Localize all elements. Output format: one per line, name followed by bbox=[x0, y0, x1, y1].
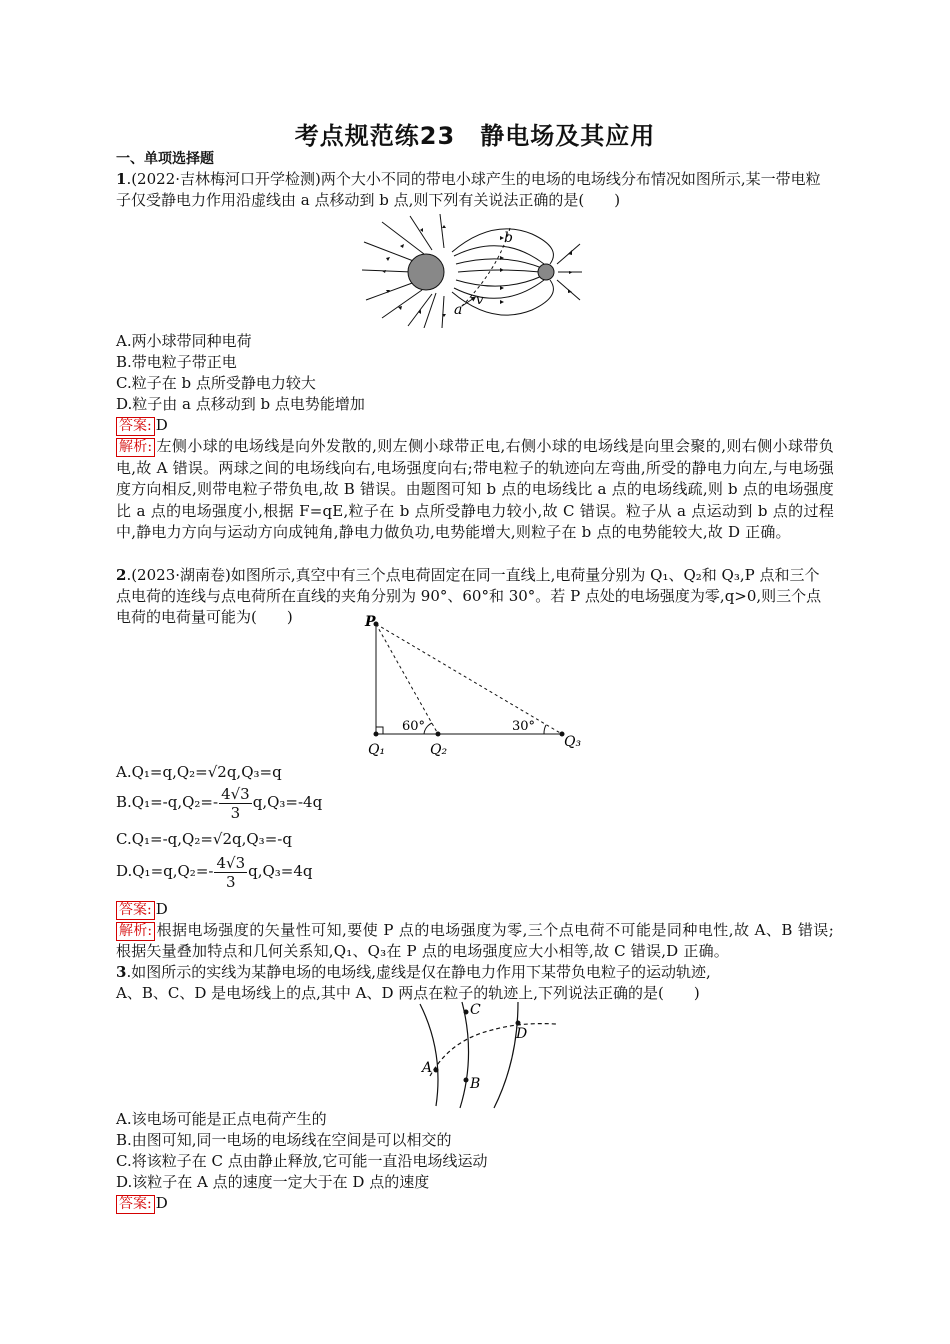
answer-tag: 答案: bbox=[116, 1195, 155, 1214]
field-line bbox=[440, 214, 444, 248]
label-a: A bbox=[422, 1060, 433, 1076]
q2-option-b-pre: B.Q₁=-q,Q₂=- bbox=[116, 793, 219, 811]
field-line bbox=[456, 259, 542, 268]
label-angle30: 30° bbox=[512, 719, 536, 734]
answer-tag: 答案: bbox=[116, 901, 155, 920]
answer-tag: 答案: bbox=[116, 417, 155, 436]
q2-stem-text: .(2023·湖南卷)如图所示,真空中有三个点电荷固定在同一直线上,电荷量分别为 Q₁、Q₂和 Q₃,P 点和三个点电荷的连线与点电荷所在直线的夹角分别为 90°、60°和 30°。若 P 点处的电场强度为零,q>0,则三个点电荷的电荷量可能为( ) bbox=[116, 566, 822, 626]
q1-option-b: B.带电粒子带正电 bbox=[116, 353, 237, 371]
q1-analysis: 左侧小球的电场线是向外发散的,则左侧小球带正电,右侧小球的电场线是向里会聚的,则右侧小球带负电,故 A 错误。两球之间的电场线向右,电场强度向右;带电粒子的轨迹向左弯曲,所受的静电力向左,与电场强度方向相反,则带电粒子带负电,故 B 错误。由题图可知 b 点的电场线比 a 点的电场线疏,则 b 点的电场强度比 a 点的电场强度小,根据 F=qE,粒子在 b 点所受静电力较小,故 C 错误。粒子从 a 点运动到 b 点的过程中,静电力方向与运动方向成钝角,静电力做负功,电势能增大,则粒子在 b 点的电势能较大,故 D 正确。 bbox=[116, 437, 834, 542]
q3-option-c: C.将该粒子在 C 点由静止释放,它可能一直沿电场线运动 bbox=[116, 1152, 488, 1170]
fraction bbox=[214, 854, 247, 891]
q3-option-d: D.该粒子在 A 点的速度一定大于在 D 点的速度 bbox=[116, 1173, 430, 1191]
q2-option-c: C.Q₁=-q,Q₂=√2q,Q₃=-q bbox=[116, 830, 292, 848]
numerator: 4√3 bbox=[216, 853, 246, 872]
q3-answer-row bbox=[116, 1193, 834, 1214]
q3-stem-line2: A、B、C、D 是电场线上的点,其中 A、D 两点在粒子的轨迹上,下列说法正确的是( ) bbox=[116, 984, 700, 1002]
label-angle60: 60° bbox=[402, 719, 426, 734]
q1-answer: D bbox=[155, 416, 168, 434]
q3-number: 3 bbox=[116, 963, 127, 981]
numerator: 4√3 bbox=[221, 784, 250, 803]
q1-option-d: D.粒子由 a 点移动到 b 点电势能增加 bbox=[116, 395, 365, 413]
q2-geometry-figure bbox=[362, 614, 592, 762]
q1-number: 1 bbox=[116, 170, 127, 188]
page-title: 考点规范练23 静电场及其应用 bbox=[294, 122, 656, 150]
label-q2: Q₂ bbox=[430, 742, 448, 758]
label-c: C bbox=[470, 1002, 481, 1018]
field-line bbox=[494, 1002, 518, 1108]
q1-analysis-row bbox=[116, 436, 834, 544]
point-a bbox=[434, 1068, 439, 1073]
q2-answer: D bbox=[155, 900, 168, 918]
section-heading: 一、单项选择题 bbox=[116, 151, 214, 167]
field-line bbox=[458, 270, 540, 272]
q2-option-b bbox=[116, 783, 834, 822]
q2-answer-row bbox=[116, 899, 834, 920]
q1-option-a: A.两小球带同种电荷 bbox=[116, 332, 252, 350]
field-line bbox=[442, 296, 444, 328]
analysis-tag: 解析: bbox=[116, 922, 155, 941]
right-sphere bbox=[538, 264, 554, 280]
field-line bbox=[456, 276, 542, 286]
label-b: B bbox=[470, 1076, 481, 1092]
field-line bbox=[366, 282, 415, 300]
q3-field-figure bbox=[410, 1000, 570, 1110]
q2-analysis-row bbox=[116, 920, 834, 962]
q2-option-d bbox=[116, 852, 834, 891]
label-q3: Q₃ bbox=[564, 734, 582, 750]
field-line bbox=[382, 290, 422, 318]
point-b bbox=[464, 1078, 469, 1083]
left-sphere bbox=[408, 254, 444, 290]
q1-stem-text: .(2022·吉林梅河口开学检测)两个大小不同的带电小球产生的电场的电场线分布情况如图所示,某一带电粒子仅受静电力作用沿虚线由 a 点移动到 b 点,则下列有关说法正确的是( ) bbox=[116, 170, 821, 209]
q2-option-d-post: q,Q₃=4q bbox=[248, 862, 313, 880]
field-line bbox=[408, 294, 432, 326]
q1-option-c: C.粒子在 b 点所受静电力较大 bbox=[116, 374, 316, 392]
fraction bbox=[219, 785, 252, 822]
q1-stem bbox=[116, 169, 834, 211]
q3-stem-text: .如图所示的实线为某静电场的电场线,虚线是仅在静电力作用下某带负电粒子的运动轨迹, bbox=[126, 963, 711, 981]
point-c bbox=[464, 1010, 469, 1015]
denominator: 3 bbox=[226, 872, 236, 891]
field-line bbox=[420, 1004, 438, 1106]
field-line bbox=[460, 1002, 469, 1108]
q1-field-figure bbox=[362, 214, 582, 328]
analysis-tag: 解析: bbox=[116, 438, 155, 457]
q2-option-b-post: q,Q₃=-4q bbox=[252, 793, 323, 811]
label-v: v bbox=[476, 293, 484, 308]
label-b: b bbox=[504, 230, 513, 246]
q3-option-a: A.该电场可能是正点电荷产生的 bbox=[116, 1110, 327, 1128]
field-line bbox=[410, 216, 432, 250]
label-d: D bbox=[516, 1026, 528, 1042]
q3-answer: D bbox=[155, 1194, 168, 1212]
denominator: 3 bbox=[230, 803, 241, 822]
label-a: a bbox=[454, 302, 463, 318]
label-p: P bbox=[365, 614, 376, 630]
point-d bbox=[516, 1021, 521, 1026]
field-line bbox=[362, 270, 412, 272]
q3-stem-line1 bbox=[116, 962, 834, 983]
q3-option-b: B.由图可知,同一电场的电场线在空间是可以相交的 bbox=[116, 1131, 452, 1149]
label-q1: Q₁ bbox=[368, 742, 386, 758]
q2-number: 2 bbox=[116, 566, 127, 584]
field-line bbox=[364, 242, 416, 262]
velocity-arrow bbox=[462, 298, 474, 306]
q2-analysis: 根据电场强度的矢量性可知,要使 P 点的电场强度为零,三个点电荷不可能是同种电性,故 A、B 错误;根据矢量叠加特点和几何关系知,Q₁、Q₃在 P 点的电场强度应大小相等,故 C 错误,D 正确。 bbox=[116, 921, 834, 960]
field-line bbox=[424, 293, 436, 328]
q1-answer-row bbox=[116, 415, 834, 436]
trajectory bbox=[430, 1024, 556, 1076]
charge-q2 bbox=[436, 732, 441, 737]
q2-option-d-pre: D.Q₁=q,Q₂=- bbox=[116, 862, 214, 880]
trajectory bbox=[460, 228, 510, 308]
charge-q1 bbox=[374, 732, 379, 737]
field-line bbox=[382, 222, 424, 254]
q2-option-a: A.Q₁=q,Q₂=√2q,Q₃=q bbox=[116, 763, 282, 781]
